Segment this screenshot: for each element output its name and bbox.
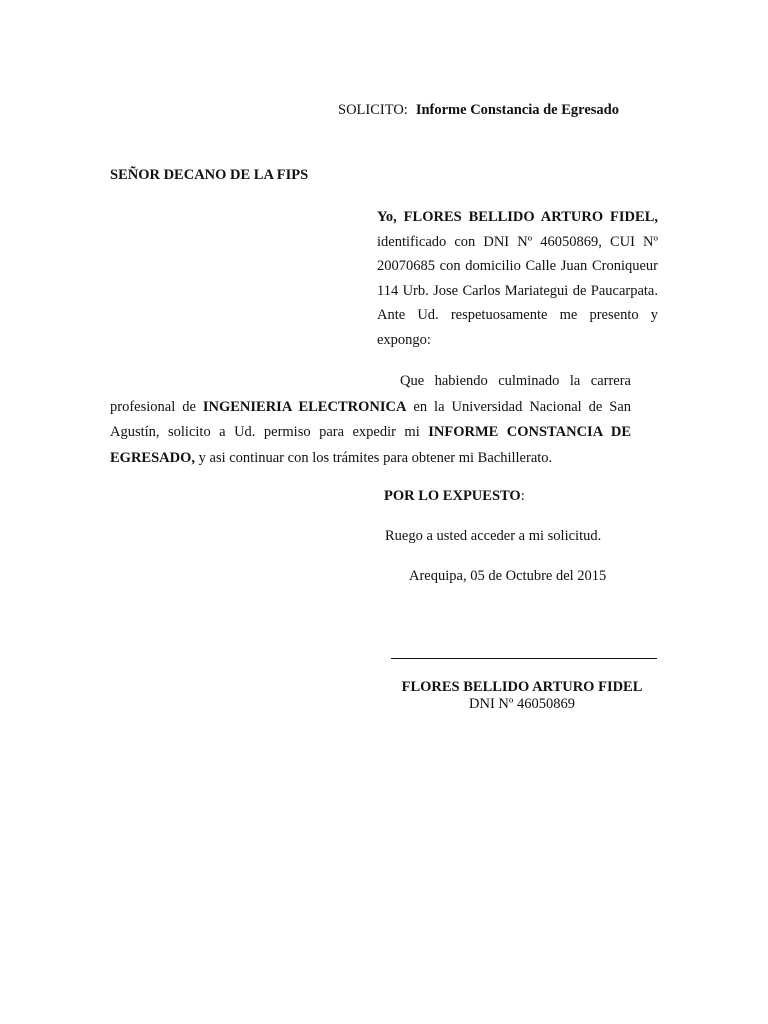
subject-value: Informe Constancia de Egresado xyxy=(415,102,619,118)
request-line: Ruego a usted acceder a mi solicitud. xyxy=(385,528,602,544)
applicant-name: FLORES BELLIDO ARTURO FIDEL, xyxy=(403,209,658,225)
por-lo-expuesto-text: POR LO EXPUESTO xyxy=(384,488,521,504)
career-name: INGENIERIA ELECTRONICA xyxy=(202,398,407,415)
por-lo-expuesto xyxy=(384,486,525,506)
subject-line xyxy=(338,100,678,120)
body-part2: en la Universidad Nacional de San Agustín, solicito a Ud. permiso para expedir mi xyxy=(110,398,632,440)
signature-line xyxy=(391,658,657,659)
requested-document: INFORME CONSTANCIA DE EGRESADO, xyxy=(110,424,631,466)
signature-dni: DNI Nº 46050869 xyxy=(469,696,575,712)
signature-name: FLORES BELLIDO ARTURO FIDEL xyxy=(401,679,643,695)
intro-text: identificado con DNI Nº 46050869, CUI Nº 20070685 con domicilio Calle Juan Croniqueur 114 Urb. Jose Carlos Mariategui de Paucarpata. Ante Ud. respetuosamente me presento y expongo: xyxy=(377,233,658,348)
body-part3: y asi continuar con los trámites para obtener mi Bachillerato. xyxy=(198,449,553,466)
body-paragraph xyxy=(110,369,631,471)
intro-paragraph xyxy=(377,205,658,353)
subject-label: SOLICITO: xyxy=(338,102,408,118)
date-line: Arequipa, 05 de Octubre del 2015 xyxy=(409,568,607,584)
addressee: SEÑOR DECANO DE LA FIPS xyxy=(110,167,309,183)
por-lo-expuesto-colon: : xyxy=(520,488,525,504)
body-part1: Que habiendo culminado la carrera profesional de xyxy=(110,373,631,415)
intro-lead: Yo, xyxy=(377,209,397,225)
